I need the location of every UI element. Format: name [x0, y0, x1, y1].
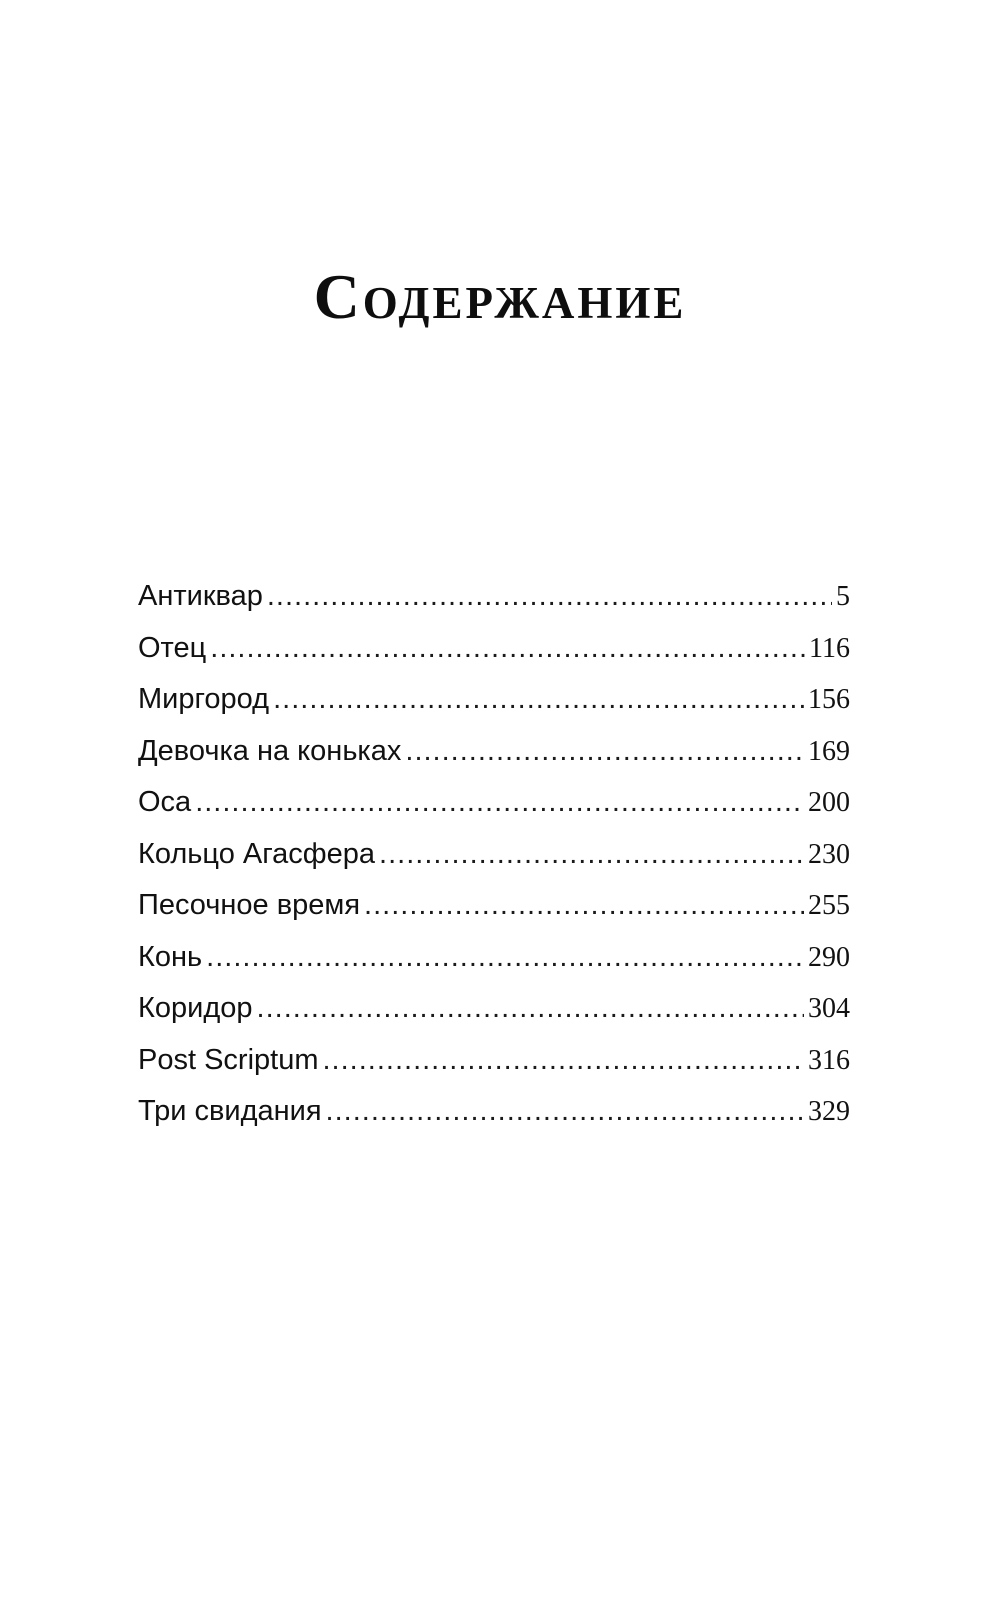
toc-entry: [138, 836, 850, 888]
toc-entry-title: Антиквар: [138, 580, 263, 612]
toc-entry-page: 116: [809, 632, 850, 664]
table-of-contents: [138, 578, 850, 1145]
toc-entry-title: Post Scriptum: [138, 1043, 319, 1076]
toc-entry: [138, 1093, 850, 1145]
toc-entry: [138, 939, 850, 991]
toc-entry: [138, 1042, 850, 1094]
toc-entry-title: Три свидания: [138, 1095, 322, 1127]
toc-entry-page: 329: [808, 1096, 850, 1127]
toc-entry-page: 304: [808, 993, 850, 1024]
toc-entry-title: Песочное время: [138, 889, 361, 921]
toc-entry: [138, 578, 850, 630]
toc-entry: [138, 887, 850, 939]
toc-entry-page: 169: [808, 735, 850, 767]
dot-leader: [323, 1042, 805, 1078]
page-title: Содержание: [313, 260, 687, 332]
dot-leader: [326, 1093, 804, 1129]
toc-entry-title: Коридор: [138, 992, 253, 1024]
toc-entry-title: Конь: [138, 940, 203, 973]
toc-entry: [138, 630, 850, 682]
toc-entry-title: Отец: [138, 631, 207, 664]
toc-entry-title: Оса: [138, 786, 192, 818]
toc-entry: [138, 990, 850, 1042]
dot-leader: [364, 887, 804, 923]
toc-entry: [138, 784, 850, 836]
toc-entry-page: 5: [836, 581, 850, 612]
dot-leader: [195, 784, 804, 820]
dot-leader: [210, 630, 805, 666]
dot-leader: [257, 990, 804, 1026]
toc-entry-page: 230: [808, 838, 850, 870]
toc-entry-title: Девочка на коньках: [138, 734, 402, 767]
toc-entry-page: 255: [808, 890, 850, 921]
toc-entry-page: 290: [808, 941, 850, 973]
toc-entry-page: 200: [808, 787, 850, 818]
dot-leader: [267, 578, 832, 614]
dot-leader: [379, 836, 804, 872]
dot-leader: [206, 939, 804, 975]
toc-entry-title: Миргород: [138, 683, 270, 715]
toc-entry: [138, 681, 850, 733]
toc-entry: [138, 733, 850, 785]
toc-entry-page: 316: [808, 1044, 850, 1076]
toc-entry-title: Кольцо Агасфера: [138, 837, 376, 870]
dot-leader: [273, 681, 804, 717]
dot-leader: [405, 733, 804, 769]
toc-entry-page: 156: [808, 684, 850, 715]
